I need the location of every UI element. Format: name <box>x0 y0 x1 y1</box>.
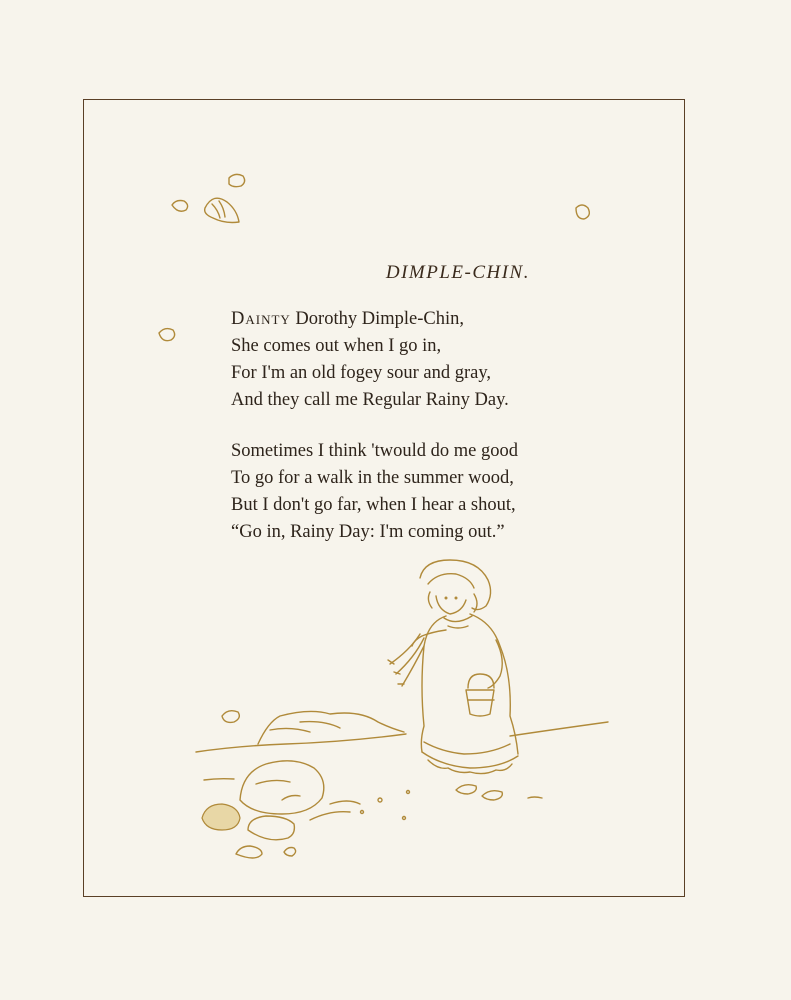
poem-line: But I don't go far, when I hear a shout, <box>231 495 516 515</box>
rocks <box>202 711 542 858</box>
poem-line: Sometimes I think 'twould do me good <box>231 441 518 461</box>
poem-line: And they call me Regular Rainy Day. <box>231 390 509 410</box>
poem-line: She comes out when I go in, <box>231 336 442 356</box>
poem-line: For I'm an old fogey sour and gray, <box>231 363 492 383</box>
shoreline <box>196 711 608 780</box>
poem-title: DIMPLE-CHIN. <box>385 262 530 283</box>
poem-line-rest: Dorothy Dimple-Chin, <box>290 309 464 329</box>
poem-line: To go for a walk in the summer wood, <box>231 468 514 488</box>
poem-line: “Go in, Rainy Day: I'm coming out.” <box>231 522 505 542</box>
girl-figure <box>388 560 518 800</box>
poem-line-lead: Dainty <box>231 309 291 329</box>
